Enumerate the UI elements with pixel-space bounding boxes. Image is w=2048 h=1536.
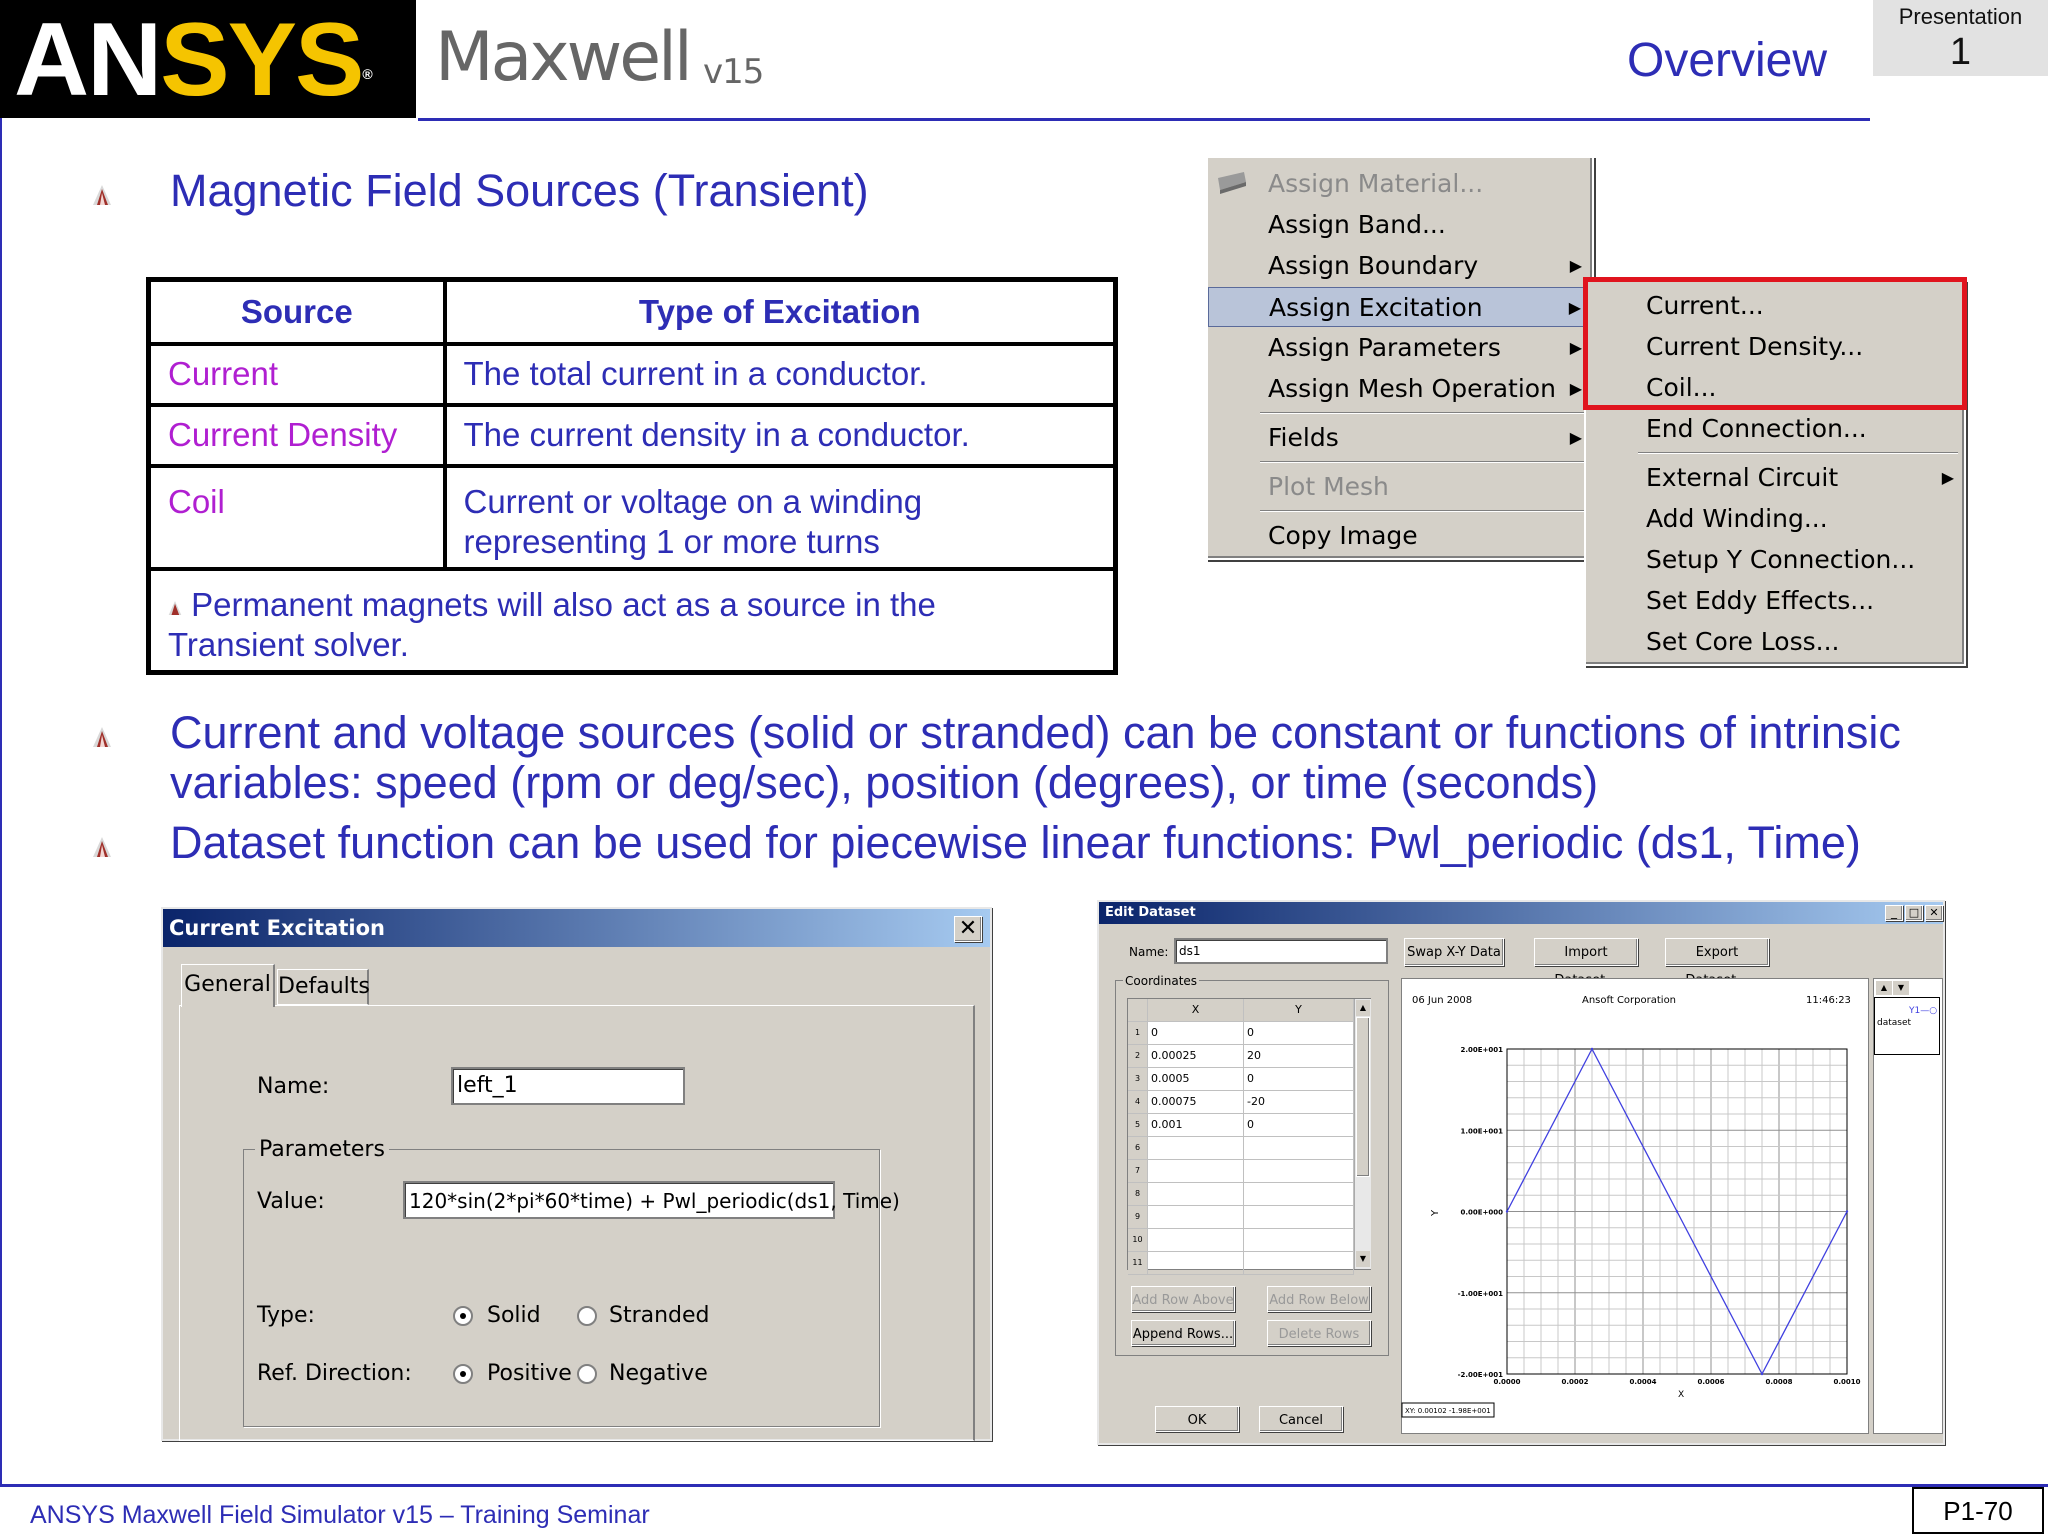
y-tick-label: 1.00E+001 bbox=[1460, 1127, 1503, 1136]
menu-item-assign-material[interactable]: Assign Material... bbox=[1268, 169, 1484, 198]
plot-xlabel: X bbox=[1678, 1390, 1685, 1400]
table-row bbox=[149, 344, 1116, 405]
add-row-below-button[interactable]: Add Row Below bbox=[1267, 1286, 1371, 1312]
menu-item-assign-excitation[interactable]: Assign Excitation ▶ bbox=[1208, 287, 1592, 327]
x-tick-label: 0.0006 bbox=[1697, 1378, 1725, 1386]
delete-rows-button[interactable]: Delete Rows bbox=[1267, 1320, 1371, 1346]
x-tick-label: 0.0002 bbox=[1561, 1378, 1589, 1386]
grid-row-number: 2 bbox=[1128, 1045, 1148, 1068]
grid-cell-x[interactable] bbox=[1148, 1206, 1244, 1229]
grid-cell-x[interactable]: 0 bbox=[1148, 1022, 1244, 1045]
grid-row-number: 9 bbox=[1128, 1206, 1148, 1229]
coordinates-label: Coordinates bbox=[1125, 974, 1198, 988]
table-header-source: Source bbox=[149, 280, 445, 344]
data-point bbox=[1761, 1373, 1763, 1375]
close-icon: ✕ bbox=[958, 916, 978, 941]
table-cell-source: Current bbox=[149, 344, 445, 405]
append-rows-button[interactable]: Append Rows... bbox=[1131, 1320, 1235, 1346]
grid-cell-x[interactable] bbox=[1148, 1229, 1244, 1252]
ansys-logo: ANSYS® bbox=[0, 0, 416, 118]
grid-cell-x[interactable] bbox=[1148, 1137, 1244, 1160]
grid-row-number: 11 bbox=[1128, 1252, 1148, 1275]
grid-cell-y[interactable] bbox=[1244, 1206, 1354, 1229]
grid-cell-x[interactable] bbox=[1148, 1183, 1244, 1206]
tab-defaults[interactable]: Defaults bbox=[277, 969, 369, 1005]
bullet-icon bbox=[92, 836, 112, 858]
grid-header-x: X bbox=[1148, 999, 1244, 1022]
data-point bbox=[1506, 1210, 1508, 1212]
legend-panel bbox=[1873, 978, 1943, 1434]
plot-time: 11:46:23 bbox=[1806, 995, 1851, 1006]
grid-row-number: 8 bbox=[1128, 1183, 1148, 1206]
type-solid-label: Solid bbox=[487, 1303, 541, 1328]
menu-item-fields[interactable]: Fields ▶ bbox=[1208, 418, 1592, 458]
dialog-title: Current Excitation bbox=[169, 916, 385, 940]
bullet-icon bbox=[92, 184, 112, 206]
highlight-box bbox=[1583, 277, 1967, 410]
menu-item-copy-image[interactable]: Copy Image bbox=[1268, 521, 1418, 550]
table-cell-type: The current density in a conductor. bbox=[445, 405, 1116, 466]
y-tick-label: -2.00E+001 bbox=[1457, 1371, 1503, 1379]
value-label: Value: bbox=[257, 1189, 325, 1214]
grid-cell-x[interactable]: 0.00075 bbox=[1148, 1091, 1244, 1114]
legend-label: dataset bbox=[1877, 1018, 1912, 1028]
type-label: Type: bbox=[257, 1303, 315, 1328]
submenu-arrow-icon: ▶ bbox=[1569, 256, 1582, 275]
app-version: v15 bbox=[703, 52, 764, 92]
close-button[interactable] bbox=[1925, 905, 1943, 921]
plot-ylabel: Y bbox=[1430, 1209, 1441, 1216]
sources-table bbox=[146, 277, 1118, 675]
menu-item-assign-band[interactable]: Assign Band... bbox=[1268, 210, 1446, 239]
legend-up-icon[interactable]: ▲ bbox=[1876, 981, 1892, 995]
grid-cell-y[interactable]: -20 bbox=[1244, 1091, 1354, 1114]
page-number: P1-70 bbox=[1912, 1487, 2044, 1534]
edit-dataset-dialog bbox=[1097, 900, 1945, 1445]
ref-direction-label: Ref. Direction: bbox=[257, 1361, 412, 1386]
menu-separator bbox=[1260, 412, 1586, 414]
ok-button[interactable]: OK bbox=[1155, 1406, 1239, 1432]
grid-corner bbox=[1128, 999, 1148, 1022]
grid-cell-y[interactable]: 0 bbox=[1244, 1114, 1354, 1137]
tab-general[interactable]: General bbox=[181, 964, 275, 1007]
swap-xy-button[interactable]: Swap X-Y Data bbox=[1404, 938, 1504, 966]
table-note bbox=[149, 569, 1116, 673]
refdir-negative-label: Negative bbox=[609, 1361, 708, 1386]
minimize-button[interactable] bbox=[1885, 905, 1903, 921]
refdir-positive-label: Positive bbox=[487, 1361, 572, 1386]
data-point bbox=[1591, 1048, 1593, 1050]
readout-text: XY: 0.00102 -1.98E+001 bbox=[1405, 1407, 1491, 1415]
submenu-item-coil[interactable]: Coil... bbox=[1646, 373, 1717, 402]
table-cell-type: Current or voltage on a winding representing 1 or more turns bbox=[445, 466, 1116, 569]
data-point bbox=[1846, 1210, 1848, 1212]
dialog-title-bar bbox=[163, 909, 990, 947]
name-label: Name: bbox=[257, 1074, 330, 1099]
close-icon: ✕ bbox=[1929, 906, 1939, 919]
scroll-down-icon[interactable]: ▼ bbox=[1356, 1251, 1370, 1267]
import-dataset-button[interactable]: Import bbox=[1534, 938, 1638, 966]
type-stranded-radio[interactable] bbox=[577, 1306, 597, 1326]
submenu-item-set-eddy-effects[interactable]: Set Eddy Effects... bbox=[1646, 586, 1875, 615]
grid-row-number: 1 bbox=[1128, 1022, 1148, 1045]
coordinates-grid bbox=[1127, 998, 1371, 1270]
menu-item-assign-mesh-operation[interactable]: Assign Mesh Operation ▶ bbox=[1208, 369, 1592, 409]
submenu-item-external-circuit[interactable]: External Circuit ▶ bbox=[1586, 458, 1964, 498]
submenu-item-add-winding[interactable]: Add Winding... bbox=[1646, 504, 1828, 533]
dataset-plot bbox=[1402, 979, 1868, 1433]
table-row bbox=[149, 466, 1116, 569]
grid-cell-y[interactable] bbox=[1244, 1137, 1354, 1160]
name-input[interactable]: left_1 bbox=[451, 1067, 685, 1105]
grid-header-y: Y bbox=[1244, 999, 1354, 1022]
x-tick-label: 0.0004 bbox=[1629, 1378, 1657, 1386]
grid-cell-x[interactable]: 0.00025 bbox=[1148, 1045, 1244, 1068]
refdir-negative-radio[interactable] bbox=[577, 1364, 597, 1384]
submenu-arrow-icon: ▶ bbox=[1941, 468, 1954, 487]
grid-row-number: 10 bbox=[1128, 1229, 1148, 1252]
table-cell-type: The total current in a conductor. bbox=[445, 344, 1116, 405]
legend-box bbox=[1874, 997, 1940, 1055]
minimize-icon: _ bbox=[1891, 905, 1897, 919]
menu-separator bbox=[1260, 461, 1586, 463]
menu-separator bbox=[1638, 452, 1958, 454]
scroll-thumb[interactable] bbox=[1356, 1017, 1370, 1177]
grid-row-number: 6 bbox=[1128, 1137, 1148, 1160]
table-row bbox=[149, 405, 1116, 466]
y-tick-label: -1.00E+001 bbox=[1457, 1289, 1503, 1298]
table-cell-source: Current Density bbox=[149, 405, 445, 466]
refdir-positive-radio[interactable] bbox=[453, 1364, 473, 1384]
bullet-icon bbox=[92, 726, 112, 748]
type-solid-radio[interactable] bbox=[453, 1306, 473, 1326]
close-button[interactable] bbox=[954, 916, 982, 942]
table-cell-source: Coil bbox=[149, 466, 445, 569]
type-stranded-label: Stranded bbox=[609, 1303, 710, 1328]
grid-cell-x[interactable]: 0.0005 bbox=[1148, 1068, 1244, 1091]
grid-row-number: 5 bbox=[1128, 1114, 1148, 1137]
submenu-arrow-icon: ▶ bbox=[1569, 428, 1582, 447]
bullet-icon bbox=[168, 600, 182, 616]
table-note-row bbox=[149, 569, 1116, 673]
grid-cell-x[interactable] bbox=[1148, 1252, 1244, 1275]
value-input[interactable]: 120*sin(2*pi*60*time) + Pwl_periodic(ds1, Time) bbox=[403, 1181, 835, 1219]
submenu-arrow-icon: ▶ bbox=[1568, 298, 1581, 317]
plot-date: 06 Jun 2008 bbox=[1412, 995, 1473, 1006]
data-point bbox=[1676, 1210, 1678, 1212]
menu-item-assign-parameters[interactable]: Assign Parameters ▶ bbox=[1208, 328, 1592, 368]
x-tick-label: 0.0000 bbox=[1493, 1378, 1521, 1386]
grid-row-number: 7 bbox=[1128, 1160, 1148, 1183]
menu-separator bbox=[1260, 510, 1586, 512]
plot-company: Ansoft Corporation bbox=[1582, 995, 1677, 1006]
submenu-item-current-density[interactable]: Current Density... bbox=[1646, 332, 1864, 361]
footer-text: ANSYS Maxwell Field Simulator v15 – Training Seminar bbox=[30, 1501, 650, 1529]
menu-item-assign-boundary[interactable]: Assign Boundary ▶ bbox=[1208, 246, 1592, 286]
y-tick-label: 2.00E+001 bbox=[1460, 1046, 1503, 1054]
scroll-up-icon[interactable]: ▲ bbox=[1356, 1000, 1370, 1016]
footer-divider bbox=[0, 1484, 2048, 1487]
dataset-name-label: Name: bbox=[1129, 945, 1169, 959]
grid-cell-y[interactable]: 0 bbox=[1244, 1022, 1354, 1045]
grid-cell-y[interactable] bbox=[1244, 1252, 1354, 1275]
grid-cell-x[interactable]: 0.001 bbox=[1148, 1114, 1244, 1137]
dataset-title-bar bbox=[1099, 902, 1943, 924]
maximize-button[interactable] bbox=[1905, 905, 1923, 921]
submenu-item-current[interactable]: Current... bbox=[1646, 291, 1764, 320]
submenu-arrow-icon: ▶ bbox=[1569, 379, 1582, 398]
table-note-text: Permanent magnets will also act as a source in the Transient solver. bbox=[168, 585, 936, 663]
submenu-item-set-core-loss[interactable]: Set Core Loss... bbox=[1646, 627, 1840, 656]
add-row-above-button[interactable]: Add Row Above bbox=[1131, 1286, 1235, 1312]
dataset-name-input[interactable]: ds1 bbox=[1174, 938, 1388, 964]
grid-cell-y[interactable]: 20 bbox=[1244, 1045, 1354, 1068]
left-border bbox=[0, 118, 2, 1484]
grid-row-number: 4 bbox=[1128, 1091, 1148, 1114]
presentation-label: Presentation bbox=[1898, 4, 2023, 29]
grid-cell-y[interactable] bbox=[1244, 1229, 1354, 1252]
legend-series: Y1—○ bbox=[1909, 1006, 1938, 1016]
context-menu bbox=[1206, 156, 1594, 560]
grid-cell-y[interactable] bbox=[1244, 1183, 1354, 1206]
parameters-label: Parameters bbox=[255, 1137, 389, 1163]
bullet-heading: Magnetic Field Sources (Transient) bbox=[170, 165, 869, 216]
header-divider bbox=[418, 118, 1870, 121]
section-title: Overview bbox=[1627, 34, 1828, 87]
legend-down-icon[interactable]: ▼ bbox=[1893, 981, 1909, 995]
current-excitation-dialog bbox=[161, 907, 992, 1441]
y-tick-label: 0.00E+000 bbox=[1460, 1208, 1503, 1217]
grid-scrollbar[interactable] bbox=[1354, 999, 1371, 1269]
menu-item-plot-mesh[interactable]: Plot Mesh bbox=[1268, 472, 1389, 501]
grid-cell-y[interactable] bbox=[1244, 1160, 1354, 1183]
maximize-icon: □ bbox=[1908, 906, 1920, 919]
x-tick-label: 0.0010 bbox=[1833, 1378, 1861, 1386]
app-name: Maxwell bbox=[435, 18, 690, 97]
bullet-sources: Current and voltage sources (solid or stranded) can be constant or functions of intrinsic variables: speed (rpm or deg/sec), position (degrees), or time (seconds) bbox=[170, 707, 1901, 808]
submenu-item-end-connection[interactable]: End Connection... bbox=[1646, 414, 1867, 443]
x-tick-label: 0.0008 bbox=[1765, 1378, 1793, 1386]
presentation-number: 1 bbox=[1949, 31, 1972, 73]
presentation-badge bbox=[1873, 0, 2048, 76]
grid-row-number: 3 bbox=[1128, 1068, 1148, 1091]
table-header-type: Type of Excitation bbox=[445, 280, 1116, 344]
submenu-item-setup-y-connection[interactable]: Setup Y Connection... bbox=[1646, 545, 1916, 574]
grid-cell-x[interactable] bbox=[1148, 1160, 1244, 1183]
export-dataset-button[interactable]: Export bbox=[1665, 938, 1769, 966]
grid-cell-y[interactable]: 0 bbox=[1244, 1068, 1354, 1091]
plot-panel bbox=[1401, 978, 1869, 1434]
dataset-title: Edit Dataset bbox=[1105, 905, 1196, 920]
bullet-dataset: Dataset function can be used for piecewise linear functions: Pwl_periodic (ds1, Time) bbox=[170, 817, 1861, 868]
cancel-button[interactable]: Cancel bbox=[1259, 1406, 1343, 1432]
submenu-arrow-icon: ▶ bbox=[1569, 338, 1582, 357]
